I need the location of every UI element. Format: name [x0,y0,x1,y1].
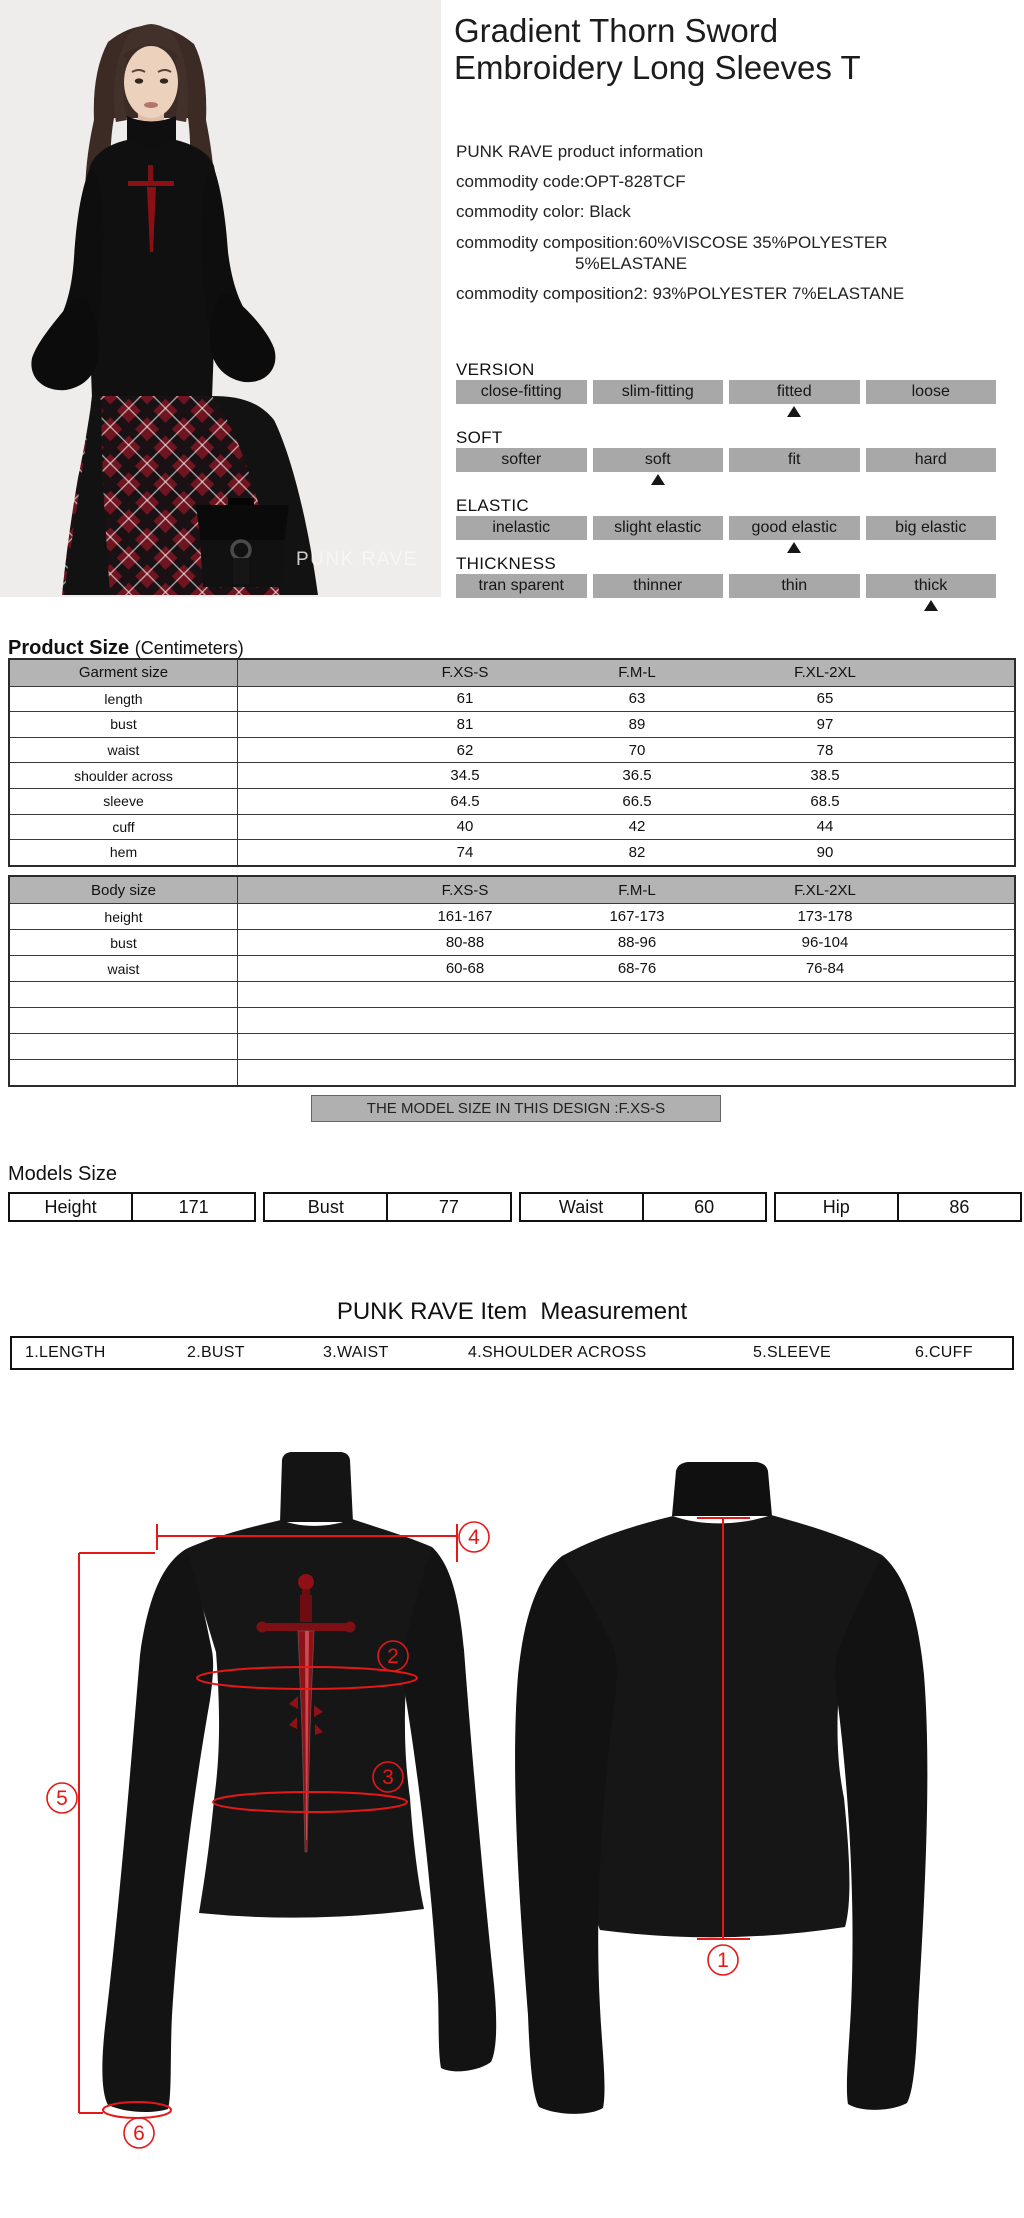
table-header-row [10,660,1014,686]
product-size-heading [8,637,244,660]
table-row-empty [10,1059,1014,1085]
col-header-xl-2xl: F.XL-2XL [794,881,856,899]
attribute-version-label: VERSION [456,360,535,379]
row-label: shoulder across [10,763,238,788]
back-garment [515,1462,927,2114]
cell: 36.5 [622,767,652,785]
row-label: cuff [10,815,238,840]
cell: 173-178 [797,908,853,925]
stat-value: 86 [949,1197,970,1217]
attribute-thickness-label: THICKNESS [456,554,556,573]
cell: 42 [628,818,646,836]
cell: 89 [628,715,646,733]
option-slight-elastic: slight elastic [593,516,724,540]
table-row-empty [10,1007,1014,1033]
info-composition2-line: commodity composition2: 93%POLYESTER 7%ELASTANE [456,284,905,303]
option-thick: thick [866,574,997,598]
row-label: bust [10,930,238,955]
cell: 90 [816,843,834,861]
cell: 81 [456,715,474,733]
table-row [10,711,1014,737]
body-size-table [8,875,1016,1087]
model-stat-bust [263,1192,511,1222]
front-garment [102,1452,496,2112]
info-code-line: commodity code:OPT-828TCF [456,172,686,191]
model-stat-height [8,1192,256,1222]
cell: 167-173 [609,908,665,925]
page-title [454,12,861,86]
cell: 44 [816,818,834,836]
cell: 64.5 [450,792,480,810]
col-header-body-size: Body size [10,877,238,903]
measurement-legend [10,1336,1014,1370]
cell: 61 [456,690,474,708]
stat-label: Waist [521,1194,644,1220]
table-row [10,686,1014,712]
cell: 34.5 [450,767,480,785]
table-row [10,903,1014,929]
option-transparent: tran sparent [456,574,587,598]
table-row [10,955,1014,981]
marker-3: 3 [382,1766,394,1789]
row-label [10,982,238,1007]
marker-2: 2 [387,1645,399,1668]
model-size-badge: THE MODEL SIZE IN THIS DESIGN :F.XS-S [311,1095,721,1122]
table-row [10,814,1014,840]
option-big-elastic: big elastic [866,516,997,540]
table-row [10,762,1014,788]
cell: 38.5 [810,767,840,785]
option-thinner: thinner [593,574,724,598]
cell: 70 [628,741,646,759]
cell: 40 [456,818,474,836]
attribute-version [456,360,996,400]
legend-length: 1.LENGTH [25,1344,106,1361]
col-header-m-l: F.M-L [618,664,656,682]
row-label: height [10,904,238,929]
cell: 82 [628,843,646,861]
attribute-elastic-label: ELASTIC [456,496,529,515]
info-composition-wrap: 5%ELASTANE [575,254,688,273]
row-label: waist [10,738,238,763]
row-label: hem [10,840,238,865]
cell: 96-104 [801,934,849,951]
stat-label: Hip [776,1194,899,1220]
table-row-empty [10,981,1014,1007]
marker-5: 5 [56,1787,68,1810]
stat-value: 171 [178,1197,209,1217]
col-header-m-l: F.M-L [618,881,656,899]
table-row-empty [10,1033,1014,1059]
option-hard: hard [866,448,997,472]
cell: 76-84 [805,960,845,977]
attribute-version-options [456,380,996,404]
legend-cuff: 6.CUFF [915,1344,973,1361]
garment-size-table [8,658,1016,867]
info-color-line: commodity color: Black [456,202,631,221]
stat-value: 60 [694,1197,715,1217]
selected-marker-icon [651,474,665,485]
cell: 80-88 [445,934,485,951]
attribute-thickness [456,554,996,594]
measurement-diagram [0,1400,1024,2218]
attribute-elastic-options [456,516,996,540]
option-slim-fitting: slim-fitting [593,380,724,404]
attribute-elastic [456,496,996,536]
garment-diagram-illustration [0,1400,1024,2218]
attribute-soft-label: SOFT [456,428,503,447]
table-row [10,737,1014,763]
measurement-title: PUNK RAVE Item Measurement [336,1298,688,1325]
col-header-xs-s: F.XS-S [441,664,489,682]
models-size-row [8,1192,1022,1222]
table-header-row [10,877,1014,903]
row-label: length [10,687,238,712]
legend-waist: 3.WAIST [323,1344,389,1361]
row-label [10,1034,238,1059]
option-softer: softer [456,448,587,472]
row-label: bust [10,712,238,737]
title-line-1: Gradient Thorn Sword [454,12,779,49]
legend-shoulder: 4.SHOULDER ACROSS [468,1344,647,1361]
selected-marker-icon [924,600,938,611]
marker-6: 6 [133,2122,145,2145]
table-row [10,788,1014,814]
cell: 88-96 [617,934,657,951]
stat-label: Bust [265,1194,388,1220]
model-photo-illustration [0,0,441,597]
legend-sleeve: 5.SLEEVE [753,1344,832,1361]
option-soft: soft [593,448,724,472]
option-close-fitting: close-fitting [456,380,587,404]
table-row [10,839,1014,865]
cell: 161-167 [437,908,493,925]
row-label [10,1008,238,1033]
row-label: waist [10,956,238,981]
stat-label: Height [10,1194,133,1220]
col-header-xs-s: F.XS-S [441,881,489,899]
cell: 60-68 [445,960,485,977]
attribute-soft [456,428,996,468]
option-loose: loose [866,380,997,404]
info-composition-line: commodity composition:60%VISCOSE 35%POLYESTER [456,233,888,252]
cell: 78 [816,741,834,759]
attribute-thickness-options [456,574,996,598]
cell: 68-76 [617,960,657,977]
model-stat-waist [519,1192,767,1222]
option-thin: thin [729,574,860,598]
selected-marker-icon [787,542,801,553]
product-size-heading-bold: Product Size [8,637,130,659]
title-line-2: Embroidery Long Sleeves T [454,49,861,86]
marker-4: 4 [468,1526,480,1549]
info-brand-line: PUNK RAVE product information [456,142,704,161]
cell: 62 [456,741,474,759]
cell: 66.5 [622,792,652,810]
model-photo [0,0,441,597]
row-label: sleeve [10,789,238,814]
photo-watermark: PUNK RAVE [296,549,418,570]
models-size-heading: Models Size [8,1163,117,1185]
option-fitted: fitted [729,380,860,404]
table-row [10,929,1014,955]
selected-marker-icon [787,406,801,417]
model-stat-hip [774,1192,1022,1222]
product-size-heading-unit: (Centimeters) [134,638,244,658]
stat-value: 77 [438,1197,459,1217]
cell: 74 [456,843,474,861]
attribute-soft-options [456,448,996,472]
legend-bust: 2.BUST [187,1344,245,1361]
option-good-elastic: good elastic [729,516,860,540]
row-label [10,1060,238,1085]
marker-1: 1 [717,1949,729,1972]
cell: 97 [816,715,834,733]
option-fit: fit [729,448,860,472]
col-header-garment-size: Garment size [10,660,238,686]
cell: 65 [816,690,834,708]
col-header-xl-2xl: F.XL-2XL [794,664,856,682]
option-inelastic: inelastic [456,516,587,540]
cell: 68.5 [810,792,840,810]
cell: 63 [628,690,646,708]
